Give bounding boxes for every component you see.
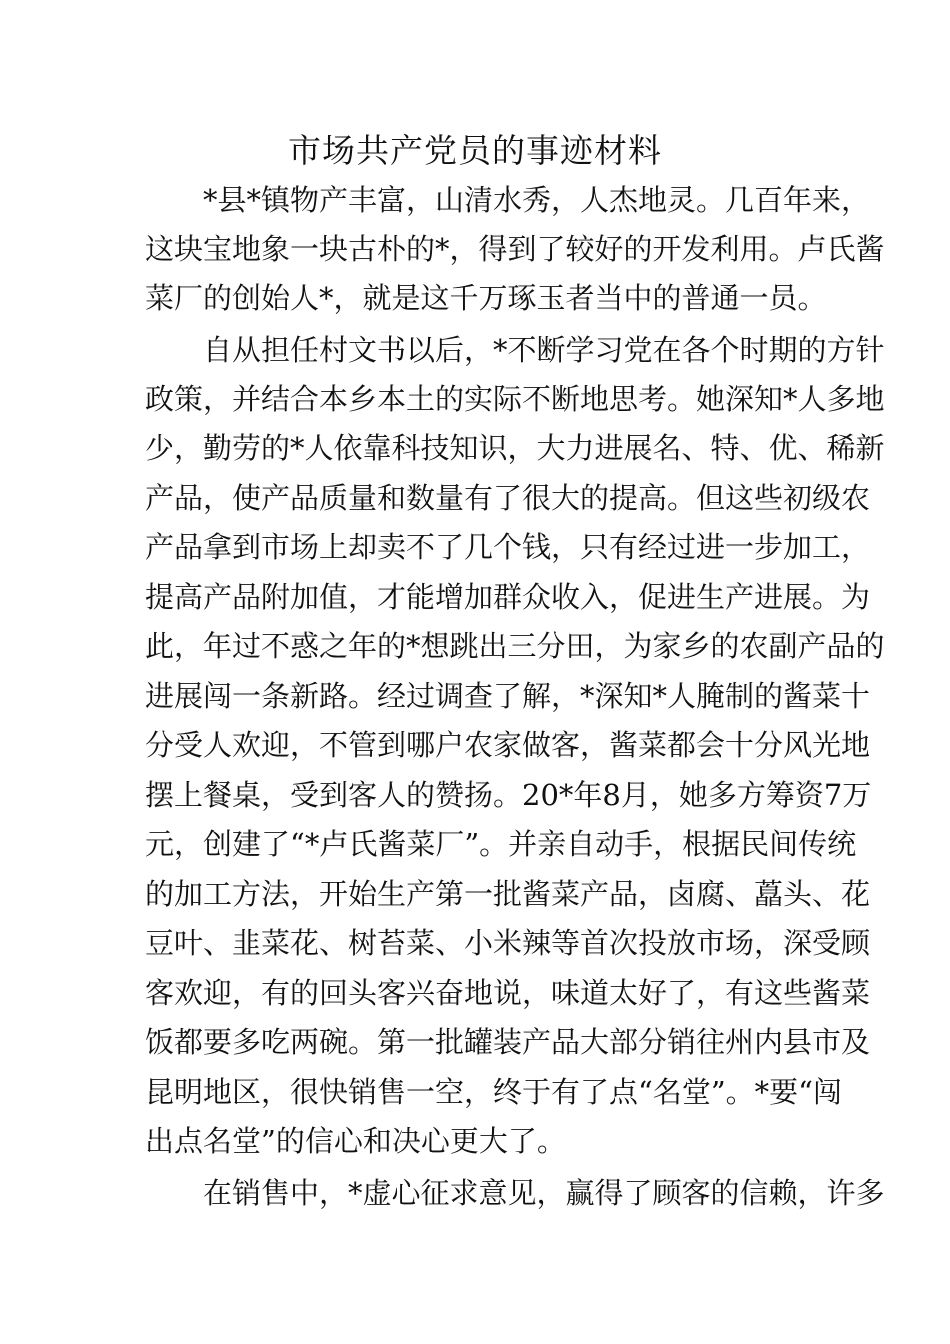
paragraph-2-line-5: 产品拿到市场上却卖不了几个钱，只有经过进一步加工， [145,530,871,564]
paragraph-2-line-6: 提高产品附加值，才能增加群众收入，促进生产进展。为 [145,580,871,614]
paragraph-3-line-1: 在销售中，*虚心征求意见，赢得了顾客的信赖，许多 [203,1176,885,1210]
paragraph-2-line-10: 摆上餐桌，受到客人的赞扬。20*年8月，她多方筹资7万 [145,778,872,812]
paragraph-2-line-3: 少，勤劳的*人依靠科技知识，大力进展名、特、优、稀新 [145,431,885,465]
paragraph-2-line-14: 客欢迎，有的回头客兴奋地说，味道太好了，有这些酱菜 [145,976,871,1010]
paragraph-2-line-1: 自从担任村文书以后，*不断学习党在各个时期的方针 [203,333,885,367]
paragraph-2-line-16: 昆明地区，很快销售一空，终于有了点“名堂”。*要“闯 [145,1075,842,1109]
paragraph-2-line-8: 进展闯一条新路。经过调查了解，*深知*人腌制的酱菜十 [145,679,871,713]
paragraph-2-line-17: 出点名堂”的信心和决心更大了。 [145,1124,566,1158]
paragraph-2-line-7: 此，年过不惑之年的*想跳出三分田，为家乡的农副产品的 [145,629,885,663]
paragraph-2-line-11: 元，创建了“*卢氏酱菜厂”。并亲自动手，根据民间传统 [145,827,857,861]
paragraph-2-line-9: 分受人欢迎，不管到哪户农家做客，酱菜都会十分风光地 [145,728,871,762]
document-title: 市场共产党员的事迹材料 [288,131,662,170]
paragraph-2-line-13: 豆叶、韭菜花、树苔菜、小米辣等首次投放市场，深受顾 [145,926,871,960]
paragraph-1-line-3: 菜厂的创始人*，就是这千万琢玉者当中的普通一员。 [145,281,827,315]
paragraph-2-line-12: 的加工方法，开始生产第一批酱菜产品，卤腐、藠头、花 [145,877,871,911]
paragraph-2-line-15: 饭都要多吃两碗。第一批罐装产品大部分销往州内县市及 [145,1025,871,1059]
paragraph-1-line-1: *县*镇物产丰富，山清水秀，人杰地灵。几百年来， [203,183,871,217]
paragraph-2-line-2: 政策，并结合本乡本土的实际不断地思考。她深知*人多地 [145,382,885,416]
paragraph-1-line-2: 这块宝地象一块古朴的*，得到了较好的开发利用。卢氏酱 [145,232,885,266]
paragraph-2-line-4: 产品，使产品质量和数量有了很大的提高。但这些初级农 [145,481,871,515]
